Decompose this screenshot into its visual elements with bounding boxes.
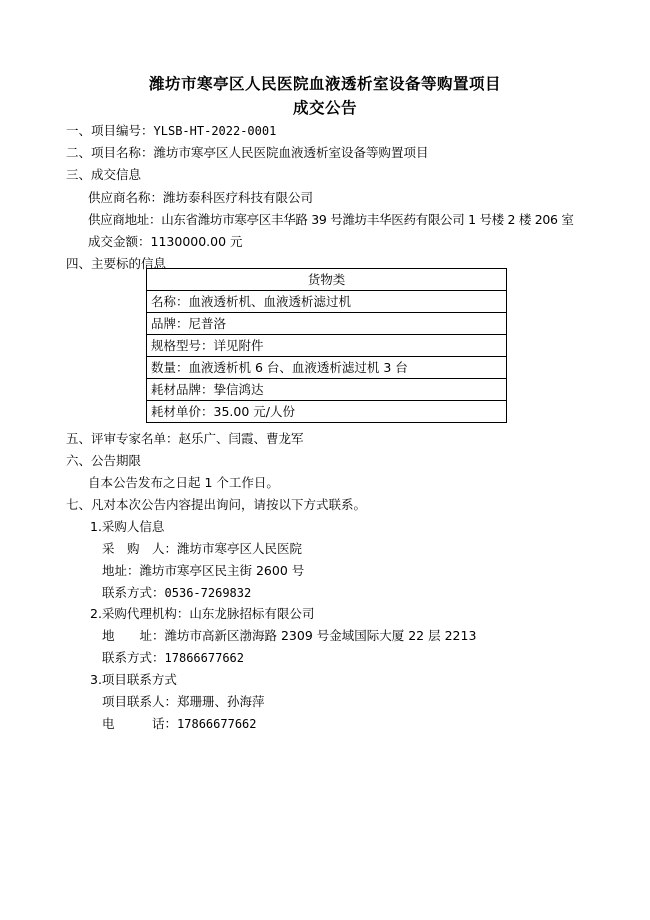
table-row xyxy=(147,379,507,401)
consumable-price-cell: 耗材单价：35.00 元/人份 xyxy=(147,401,507,423)
purchaser-phone-line xyxy=(102,583,251,601)
page-title: 潍坊市寒亭区人民医院血液透析室设备等购置项目 xyxy=(148,75,501,93)
expert-list: 五、评审专家名单：赵乐广、闫霞、曹龙军 xyxy=(66,431,304,446)
agency-heading: 2.采购代理机构：山东龙脉招标有限公司 xyxy=(90,606,315,621)
deal-amount-value: 1130000.00 元 xyxy=(150,234,243,249)
project-number-line xyxy=(66,121,276,139)
table-row xyxy=(147,401,507,423)
table-row xyxy=(147,357,507,379)
project-phone-label: 电 话： xyxy=(102,716,178,731)
deal-amount-line xyxy=(88,232,243,250)
purchaser-name: 采 购 人：潍坊市寒亭区人民医院 xyxy=(102,541,303,556)
project-phone-line xyxy=(102,714,257,732)
goods-table-header: 货物类 xyxy=(147,269,507,291)
goods-name-cell: 名称：血液透析机、血液透析滤过机 xyxy=(147,291,507,313)
deal-info-heading: 三、成交信息 xyxy=(66,167,142,182)
project-name-value: 潍坊市寒亭区人民医院血液透析室设备等购置项目 xyxy=(153,145,429,160)
agency-phone: 17866677662 xyxy=(164,651,244,665)
notice-period-text: 自本公告发布之日起 1 个工作日。 xyxy=(88,475,279,490)
supplier-name: 供应商名称：潍坊泰科医疗科技有限公司 xyxy=(88,190,314,205)
purchaser-phone: 0536-7269832 xyxy=(164,586,252,600)
purchaser-heading: 1.采购人信息 xyxy=(90,519,165,534)
project-phone: 17866677662 xyxy=(177,717,257,731)
goods-brand-cell: 品牌：尼普洛 xyxy=(147,313,507,335)
page-subtitle: 成交公告 xyxy=(292,99,357,117)
deal-amount-label: 成交金额： xyxy=(88,234,151,249)
main-subject-heading: 四、主要标的信息 xyxy=(66,256,167,271)
project-number-label: 一、项目编号： xyxy=(66,123,154,138)
supplier-address: 供应商地址：山东省潍坊市寒亭区丰华路 39 号潍坊丰华医药有限公司 1 号楼 2 楼 206 室 xyxy=(88,212,574,227)
agency-address: 地 址：潍坊市高新区渤海路 2309 号金域国际大厦 22 层 2213 xyxy=(102,628,477,643)
goods-spec-cell: 规格型号：详见附件 xyxy=(147,335,507,357)
purchaser-phone-label: 联系方式： xyxy=(102,585,165,600)
project-number-value: YLSB-HT-2022-0001 xyxy=(153,124,277,138)
project-name-label: 二、项目名称： xyxy=(66,145,154,160)
table-row xyxy=(147,313,507,335)
purchaser-address: 地址：潍坊市寒亭区民主街 2600 号 xyxy=(102,563,305,578)
project-contact-heading: 3.项目联系方式 xyxy=(90,672,177,687)
notice-period-heading: 六、公告期限 xyxy=(66,453,142,468)
goods-quantity-cell: 数量：血液透析机 6 台、血液透析滤过机 3 台 xyxy=(147,357,507,379)
goods-table xyxy=(146,268,507,423)
project-name-line xyxy=(66,143,429,161)
consumable-brand-cell: 耗材品牌：挚信鸿达 xyxy=(147,379,507,401)
table-row xyxy=(147,269,507,291)
agency-phone-line xyxy=(102,648,244,666)
table-row xyxy=(147,335,507,357)
project-contacts: 项目联系人：郑珊珊、孙海萍 xyxy=(102,694,265,709)
agency-phone-label: 联系方式： xyxy=(102,650,165,665)
contact-heading: 七、凡对本次公告内容提出询问，请按以下方式联系。 xyxy=(66,497,367,512)
table-row xyxy=(147,291,507,313)
